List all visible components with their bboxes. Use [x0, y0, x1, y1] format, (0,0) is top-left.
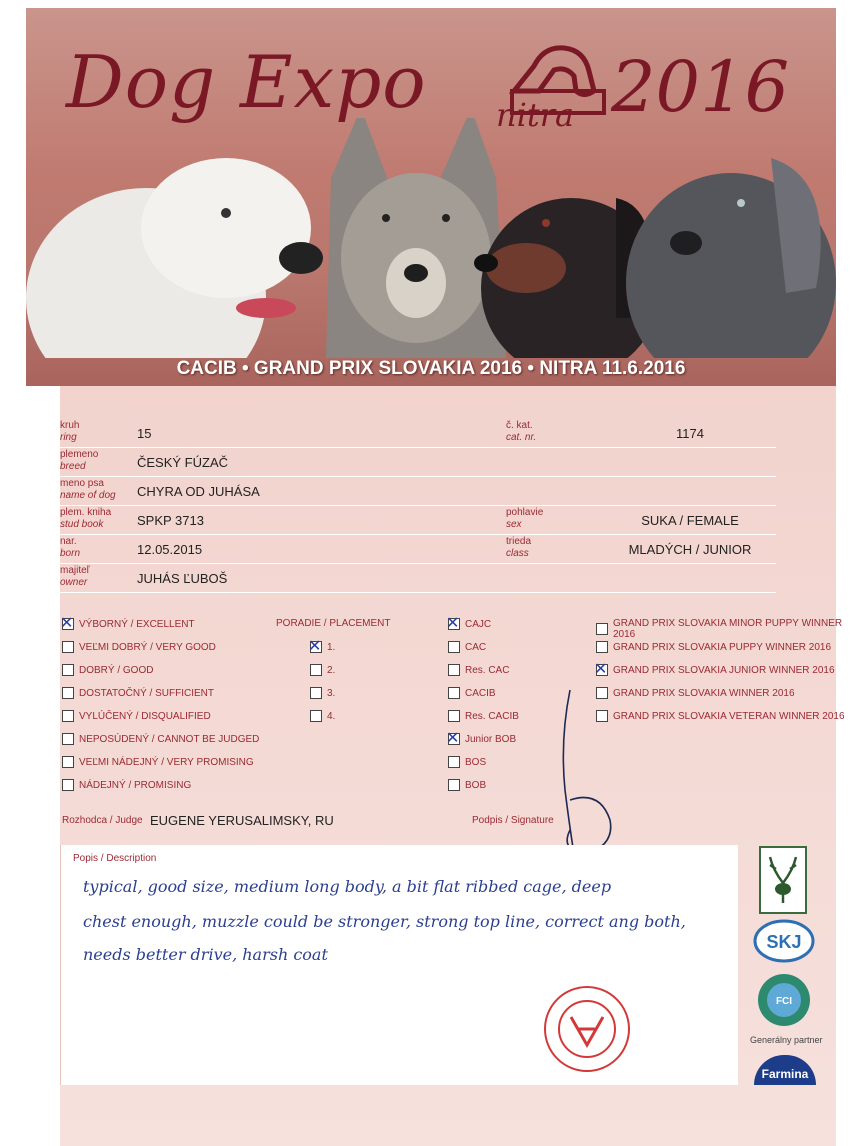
grade-label: DOBRÝ / GOOD [79, 664, 154, 676]
grade-good[interactable] [62, 664, 153, 676]
name-value: CHYRA OD JUHÁSA [137, 484, 260, 499]
stud-label: plem. kniha [60, 507, 112, 518]
grade-disqualified[interactable] [62, 710, 211, 722]
breed-value: ČESKÝ FÚZAČ [137, 455, 229, 470]
born-label-en: born [60, 548, 81, 559]
checkbox[interactable] [446, 613, 460, 632]
title-res-cacib[interactable] [448, 710, 519, 722]
placement-1[interactable] [308, 636, 336, 655]
breed-label-en: breed [60, 461, 86, 472]
cat-label-en: cat. nr. [506, 432, 537, 443]
title-label: CACIB [465, 687, 496, 699]
ring-value: 15 [137, 426, 152, 441]
placement-label: 4. [327, 710, 336, 722]
breed-label: plemeno [60, 449, 99, 460]
fci-logo-icon [756, 972, 812, 1028]
grade-label: NÁDEJNÝ / PROMISING [79, 779, 192, 791]
title-label: Res. CAC [465, 664, 510, 676]
checkbox[interactable] [448, 641, 460, 653]
checkbox[interactable] [62, 779, 74, 791]
skj-logo-icon [752, 918, 816, 964]
placement-4[interactable] [310, 710, 335, 722]
title-label: Junior BOB [465, 733, 517, 745]
judge-label: Rozhodca / Judge [62, 815, 143, 826]
class-label-en: class [506, 548, 529, 559]
checkbox[interactable] [308, 636, 322, 655]
description-box [60, 845, 738, 1085]
check-mark-icon: ✕ [446, 613, 460, 632]
check-mark-icon: ✕ [308, 636, 322, 655]
cat-value: 1174 [676, 426, 704, 441]
grade-label: VEĽMI DOBRÝ / VERY GOOD [79, 641, 216, 653]
grade-label: VEĽMI NÁDEJNÝ / VERY PROMISING [79, 756, 254, 768]
dog-photos-illustration [26, 118, 836, 358]
placement-2[interactable] [310, 664, 335, 676]
name-label-en: name of dog [60, 490, 116, 501]
class-value: MLADÝCH / JUNIOR [628, 542, 752, 557]
title-bob[interactable] [448, 779, 486, 791]
cat-label: č. kat. [506, 420, 533, 431]
owner-label-en: owner [60, 577, 88, 588]
gp-label: GRAND PRIX SLOVAKIA PUPPY WINNER 2016 [613, 641, 832, 653]
checkbox[interactable] [448, 687, 460, 699]
checkbox[interactable] [62, 756, 74, 768]
checkbox[interactable] [60, 613, 74, 632]
title-label: BOB [465, 779, 487, 791]
row-ring [60, 418, 776, 448]
checkbox[interactable] [448, 779, 460, 791]
partner-label: Generálny partner [750, 1035, 823, 1045]
row-owner [60, 563, 776, 593]
grade-label: VYLÚČENÝ / DISQUALIFIED [79, 710, 211, 722]
row-breed [60, 447, 776, 477]
gp-puppy[interactable] [596, 641, 831, 653]
checkbox[interactable] [596, 623, 608, 635]
dog-expo-title: Dog Expo [66, 40, 427, 124]
checkbox[interactable] [62, 687, 74, 699]
placement-3[interactable] [310, 687, 335, 699]
checkbox[interactable] [62, 641, 74, 653]
placement-label: 3. [327, 687, 336, 699]
grade-excellent[interactable] [60, 613, 195, 632]
event-year: 2016 [611, 46, 790, 128]
checkbox[interactable] [62, 664, 74, 676]
sex-value: SUKA / FEMALE [641, 513, 739, 528]
check-mark-icon: ✕ [60, 613, 74, 632]
checkbox[interactable] [446, 728, 460, 747]
judge-value: EUGENE YERUSALIMSKY, RU [150, 813, 334, 828]
sex-label: pohlavie [506, 507, 544, 518]
title-res-cac[interactable] [448, 664, 509, 676]
checkbox[interactable] [448, 664, 460, 676]
hunting-union-logo-icon [758, 845, 808, 915]
nitra-logo-text: nitra [496, 96, 575, 134]
stud-label-en: stud book [60, 519, 104, 530]
kynology-stamp-icon [541, 983, 633, 1075]
gp-veteran[interactable] [596, 710, 845, 722]
title-cajc[interactable] [446, 613, 492, 632]
grade-label: VÝBORNÝ / EXCELLENT [79, 618, 195, 630]
born-value: 12.05.2015 [137, 542, 203, 557]
checkbox[interactable] [448, 710, 460, 722]
gp-label: GRAND PRIX SLOVAKIA JUNIOR WINNER 2016 [613, 664, 835, 676]
checkbox[interactable] [310, 687, 322, 699]
name-label: meno psa [60, 478, 104, 489]
checkbox[interactable] [310, 710, 322, 722]
title-bos[interactable] [448, 756, 486, 768]
gp-label: GRAND PRIX SLOVAKIA VETERAN WINNER 2016 [613, 710, 845, 722]
gp-label: GRAND PRIX SLOVAKIA MINOR PUPPY WINNER 2016 [613, 618, 843, 640]
description-line-2: chest enough, muzzle could be stronger, strong top line, correct ang both, [83, 912, 686, 931]
owner-label: majiteľ [60, 565, 90, 576]
grade-label: DOSTATOČNÝ / SUFFICIENT [79, 687, 215, 699]
checkbox[interactable] [594, 659, 608, 678]
title-label: BOS [465, 756, 487, 768]
grade-very-promising[interactable] [62, 756, 254, 768]
checkbox[interactable] [62, 733, 74, 745]
grade-label: NEPOSÚDENÝ / CANNOT BE JUDGED [79, 733, 260, 745]
grade-sufficient[interactable] [62, 687, 214, 699]
ring-label: kruh [60, 420, 80, 431]
check-mark-icon: ✕ [446, 728, 460, 747]
row-name [60, 476, 776, 506]
grade-cannot-be-judged[interactable] [62, 733, 259, 745]
description-label: Popis / Description [73, 853, 157, 864]
grade-very-good[interactable] [62, 641, 216, 653]
ring-label-en: ring [60, 432, 77, 443]
checkbox[interactable] [62, 710, 74, 722]
banner-caption: CACIB • GRAND PRIX SLOVAKIA 2016 • NITRA 11.6.2016 [176, 358, 686, 379]
sex-label-en: sex [506, 519, 522, 530]
stud-value: SPKP 3713 [137, 513, 204, 528]
row-stud [60, 505, 776, 535]
title-junior-bob[interactable] [446, 728, 517, 747]
row-born [60, 534, 776, 564]
title-cacib[interactable] [448, 687, 496, 699]
skj-logo-text: SKJ [766, 932, 802, 952]
placement-heading: PORADIE / PLACEMENT [276, 618, 391, 629]
placement-label: 2. [327, 664, 336, 676]
event-banner [26, 8, 836, 386]
grade-promising[interactable] [62, 779, 191, 791]
checkbox[interactable] [448, 756, 460, 768]
farmina-logo: Farmina [754, 1055, 816, 1085]
born-label: nar. [60, 536, 77, 547]
check-mark-icon: ✕ [594, 659, 608, 678]
description-line-3: needs better drive, harsh coat [83, 945, 328, 964]
gp-label: GRAND PRIX SLOVAKIA WINNER 2016 [613, 687, 795, 699]
fci-logo-text: FCI [775, 996, 793, 1007]
title-label: Res. CACIB [465, 710, 519, 722]
checkbox[interactable] [310, 664, 322, 676]
placement-label: 1. [327, 641, 336, 653]
title-label: CAJC [465, 618, 492, 630]
checkbox[interactable] [596, 641, 608, 653]
description-line-1: typical, good size, medium long body, a bit flat ribbed cage, deep [83, 877, 612, 896]
owner-value: JUHÁS ĽUBOŠ [137, 571, 228, 586]
signature-label: Podpis / Signature [472, 815, 554, 826]
gp-minor-puppy[interactable] [596, 618, 850, 640]
class-label: trieda [506, 536, 532, 547]
title-label: CAC [465, 641, 487, 653]
gp-junior[interactable] [594, 659, 835, 678]
title-cac[interactable] [448, 641, 486, 653]
